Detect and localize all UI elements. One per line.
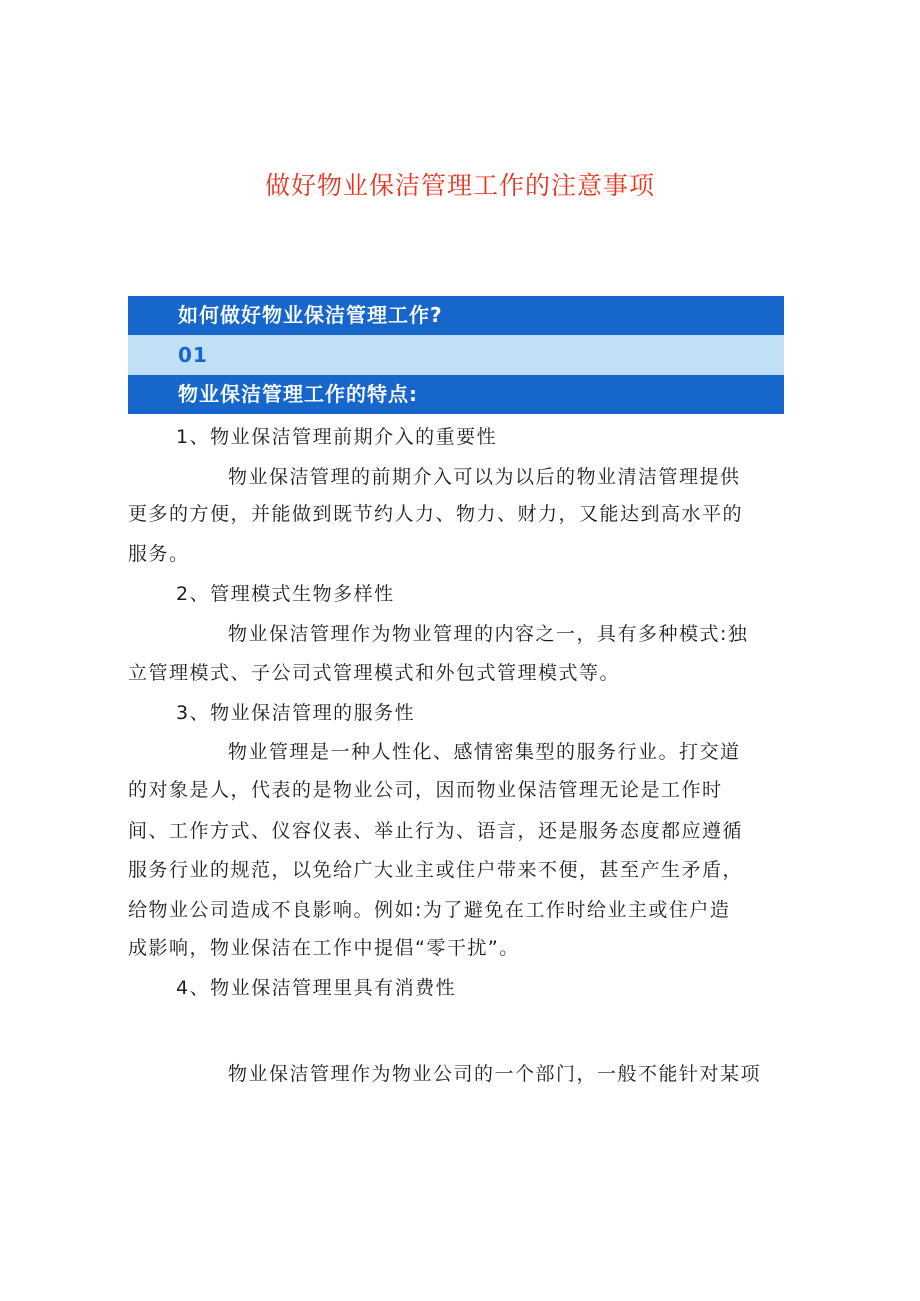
paragraph-line: 成影响，物业保洁在工作中提倡“零干扰”。 (128, 937, 520, 959)
section-heading: 4、物业保洁管理里具有消费性 (176, 977, 457, 999)
banner-question (128, 296, 784, 335)
paragraph-line: 间、工作方式、仪容仪表、举止行为、语言，还是服务态度都应遵循 (128, 820, 744, 842)
paragraph-line: 给物业公司造成不良影响。例如:为了避免在工作时给业主或住户造 (128, 899, 731, 921)
banner-number (128, 335, 784, 375)
section-heading: 3、物业保洁管理的服务性 (176, 702, 416, 724)
paragraph-line: 的对象是人，代表的是物业公司，因而物业保洁管理无论是工作时 (128, 779, 723, 801)
paragraph-line: 服务。 (128, 543, 190, 565)
paragraph-line: 物业保洁管理的前期介入可以为以后的物业清洁管理提供 (228, 466, 741, 488)
paragraph-line: 物业保洁管理作为物业管理的内容之一，具有多种模式:独 (228, 623, 749, 645)
banner-question-text: 如何做好物业保洁管理工作? (178, 303, 443, 327)
paragraph-line: 立管理模式、子公司式管理模式和外包式管理模式等。 (128, 662, 621, 684)
banner-number-text: 01 (178, 343, 208, 367)
paragraph-line: 更多的方便，并能做到既节约人力、物力、财力，又能达到高水平的 (128, 503, 744, 525)
document-title: 做好物业保洁管理工作的注意事项 (264, 171, 655, 200)
banner-section (128, 375, 784, 414)
section-heading: 1、物业保洁管理前期介入的重要性 (176, 426, 498, 448)
section-heading: 2、管理模式生物多样性 (176, 583, 395, 605)
paragraph-line: 物业保洁管理作为物业公司的一个部门，一般不能针对某项 (228, 1063, 762, 1085)
banner-section-text: 物业保洁管理工作的特点: (178, 382, 418, 406)
paragraph-line: 物业管理是一种人性化、感情密集型的服务行业。打交道 (228, 741, 741, 763)
paragraph-line: 服务行业的规范，以免给广大业主或住户带来不便，甚至产生矛盾， (128, 859, 744, 881)
